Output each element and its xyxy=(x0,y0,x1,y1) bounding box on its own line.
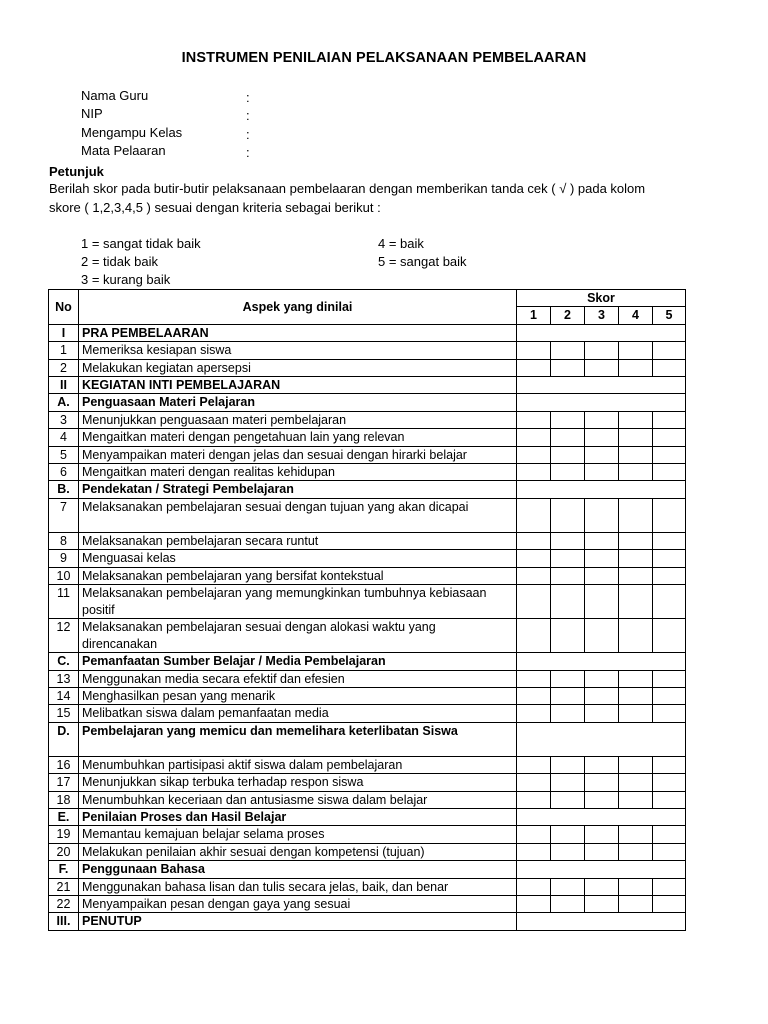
score-cell-2[interactable] xyxy=(551,756,585,773)
table-row xyxy=(49,670,686,687)
score-cell-5[interactable] xyxy=(653,429,686,446)
section-row xyxy=(49,324,686,341)
score-cell-1[interactable] xyxy=(517,411,551,428)
row-aspect-text: Penguasaan Materi Pelajaran xyxy=(79,394,517,411)
field-label-kelas: Mengampu Kelas xyxy=(81,125,183,140)
row-aspect-text: Melaksanakan pembelajaran sesuai dengan alokasi waktu yang direncanakan xyxy=(79,619,517,653)
score-cell-2[interactable] xyxy=(551,411,585,428)
row-number: 14 xyxy=(49,687,79,704)
score-cell-2[interactable] xyxy=(551,670,585,687)
score-cell-2[interactable] xyxy=(551,585,585,619)
score-cell-3[interactable] xyxy=(585,878,619,895)
row-number: 17 xyxy=(49,774,79,791)
score-cell-3[interactable] xyxy=(585,532,619,549)
criteria-5: 5 = sangat baik xyxy=(378,254,467,269)
row-aspect-text: Pendekatan / Strategi Pembelajaran xyxy=(79,481,517,498)
score-cell-3[interactable] xyxy=(585,756,619,773)
score-cell-4[interactable] xyxy=(619,532,653,549)
score-cell-3[interactable] xyxy=(585,550,619,567)
score-cell-2[interactable] xyxy=(551,895,585,912)
score-cell-2[interactable] xyxy=(551,687,585,704)
row-number: 5 xyxy=(49,446,79,463)
row-aspect-text: Mengaitkan materi dengan pengetahuan lain yang relevan xyxy=(79,429,517,446)
header-skor: Skor xyxy=(517,290,686,307)
header-aspek: Aspek yang dinilai xyxy=(79,290,517,325)
row-aspect-text: Memantau kemajuan belajar selama proses xyxy=(79,826,517,843)
row-number: 21 xyxy=(49,878,79,895)
row-aspect-text: Melaksanakan pembelajaran sesuai dengan tujuan yang akan dicapai xyxy=(79,498,517,532)
section-row xyxy=(49,722,686,756)
score-cell-3[interactable] xyxy=(585,895,619,912)
document-title: INSTRUMEN PENILAIAN PELAKSANAAN PEMBELAARAN xyxy=(181,50,587,66)
score-cell-1[interactable] xyxy=(517,498,551,532)
row-aspect-text: Penggunaan Bahasa xyxy=(79,861,517,878)
row-number: 16 xyxy=(49,756,79,773)
score-cell-4[interactable] xyxy=(619,464,653,481)
score-cell-3[interactable] xyxy=(585,446,619,463)
section-score-span xyxy=(517,394,686,411)
row-aspect-text: PENUTUP xyxy=(79,913,517,930)
row-number: 2 xyxy=(49,359,79,376)
row-aspect-text: Pembelajaran yang memicu dan memelihara keterlibatan Siswa xyxy=(79,722,517,756)
score-cell-2[interactable] xyxy=(551,619,585,653)
section-row xyxy=(49,808,686,825)
score-cell-4[interactable] xyxy=(619,843,653,860)
score-cell-5[interactable] xyxy=(653,878,686,895)
score-cell-5[interactable] xyxy=(653,359,686,376)
score-cell-1[interactable] xyxy=(517,550,551,567)
row-aspect-text: Menghasilkan pesan yang menarik xyxy=(79,687,517,704)
row-aspect-text: Memeriksa kesiapan siswa xyxy=(79,342,517,359)
row-number: 1 xyxy=(49,342,79,359)
score-cell-4[interactable] xyxy=(619,446,653,463)
table-row xyxy=(49,498,686,532)
score-cell-1[interactable] xyxy=(517,687,551,704)
score-cell-5[interactable] xyxy=(653,464,686,481)
table-row xyxy=(49,342,686,359)
score-cell-4[interactable] xyxy=(619,567,653,584)
score-cell-4[interactable] xyxy=(619,826,653,843)
section-row xyxy=(49,913,686,930)
criteria-4: 4 = baik xyxy=(378,236,424,251)
score-cell-2[interactable] xyxy=(551,774,585,791)
row-number: 7 xyxy=(49,498,79,532)
score-cell-2[interactable] xyxy=(551,705,585,722)
section-score-span xyxy=(517,653,686,670)
score-cell-1[interactable] xyxy=(517,756,551,773)
score-cell-5[interactable] xyxy=(653,670,686,687)
score-cell-5[interactable] xyxy=(653,342,686,359)
score-cell-4[interactable] xyxy=(619,687,653,704)
score-cell-4[interactable] xyxy=(619,791,653,808)
table-row xyxy=(49,446,686,463)
score-cell-2[interactable] xyxy=(551,567,585,584)
row-number: 12 xyxy=(49,619,79,653)
table-row xyxy=(49,791,686,808)
score-cell-3[interactable] xyxy=(585,359,619,376)
score-cell-5[interactable] xyxy=(653,550,686,567)
table-row xyxy=(49,585,686,619)
score-cell-3[interactable] xyxy=(585,567,619,584)
row-number: 19 xyxy=(49,826,79,843)
score-cell-3[interactable] xyxy=(585,464,619,481)
score-cell-1[interactable] xyxy=(517,843,551,860)
table-row xyxy=(49,687,686,704)
row-number: III. xyxy=(49,913,79,930)
row-aspect-text: Menunjukkan sikap terbuka terhadap respon siswa xyxy=(79,774,517,791)
row-number: A. xyxy=(49,394,79,411)
row-number: 11 xyxy=(49,585,79,619)
row-aspect-text: PRA PEMBELAARAN xyxy=(79,324,517,341)
score-cell-5[interactable] xyxy=(653,895,686,912)
row-number: 10 xyxy=(49,567,79,584)
score-cell-3[interactable] xyxy=(585,791,619,808)
table-row xyxy=(49,550,686,567)
score-cell-4[interactable] xyxy=(619,359,653,376)
row-number: 6 xyxy=(49,464,79,481)
score-col-1: 1 xyxy=(517,307,551,324)
row-number: I xyxy=(49,324,79,341)
score-cell-1[interactable] xyxy=(517,705,551,722)
score-cell-1[interactable] xyxy=(517,342,551,359)
row-aspect-text: Melakukan penilaian akhir sesuai dengan kompetensi (tujuan) xyxy=(79,843,517,860)
score-cell-5[interactable] xyxy=(653,826,686,843)
score-cell-3[interactable] xyxy=(585,774,619,791)
score-cell-3[interactable] xyxy=(585,826,619,843)
row-aspect-text: Menyampaikan materi dengan jelas dan sesuai dengan hirarki belajar xyxy=(79,446,517,463)
table-row xyxy=(49,878,686,895)
row-number: 3 xyxy=(49,411,79,428)
row-aspect-text: Penilaian Proses dan Hasil Belajar xyxy=(79,808,517,825)
score-cell-1[interactable] xyxy=(517,464,551,481)
section-row xyxy=(49,394,686,411)
section-row xyxy=(49,377,686,394)
score-cell-1[interactable] xyxy=(517,446,551,463)
row-aspect-text: Melaksanakan pembelajaran yang bersifat kontekstual xyxy=(79,567,517,584)
score-cell-1[interactable] xyxy=(517,878,551,895)
score-cell-2[interactable] xyxy=(551,464,585,481)
score-cell-3[interactable] xyxy=(585,411,619,428)
row-aspect-text: Menyampaikan pesan dengan gaya yang sesuai xyxy=(79,895,517,912)
row-number: F. xyxy=(49,861,79,878)
score-cell-1[interactable] xyxy=(517,619,551,653)
score-col-2: 2 xyxy=(551,307,585,324)
row-aspect-text: Melaksanakan pembelajaran secara runtut xyxy=(79,532,517,549)
section-score-span xyxy=(517,481,686,498)
row-aspect-text: Melakukan kegiatan apersepsi xyxy=(79,359,517,376)
row-aspect-text: Menumbuhkan keceriaan dan antusiasme siswa dalam belajar xyxy=(79,791,517,808)
score-cell-2[interactable] xyxy=(551,826,585,843)
score-col-3: 3 xyxy=(585,307,619,324)
score-cell-1[interactable] xyxy=(517,567,551,584)
score-cell-3[interactable] xyxy=(585,498,619,532)
row-number: 18 xyxy=(49,791,79,808)
section-row xyxy=(49,481,686,498)
table-row xyxy=(49,705,686,722)
row-aspect-text: Melibatkan siswa dalam pemanfaatan media xyxy=(79,705,517,722)
petunjuk-line-2: skore ( 1,2,3,4,5 ) sesuai dengan kriteria sebagai berikut : xyxy=(49,200,381,215)
section-score-span xyxy=(517,324,686,341)
score-cell-5[interactable] xyxy=(653,446,686,463)
field-label-mata-pelajaran: Mata Pelaaran xyxy=(81,143,166,158)
score-cell-2[interactable] xyxy=(551,550,585,567)
score-col-5: 5 xyxy=(653,307,686,324)
score-cell-2[interactable] xyxy=(551,843,585,860)
row-aspect-text: Menunjukkan penguasaan materi pembelajaran xyxy=(79,411,517,428)
score-cell-1[interactable] xyxy=(517,429,551,446)
table-row xyxy=(49,429,686,446)
score-cell-4[interactable] xyxy=(619,878,653,895)
score-cell-4[interactable] xyxy=(619,670,653,687)
criteria-2: 2 = tidak baik xyxy=(81,254,158,269)
table-row xyxy=(49,774,686,791)
score-cell-5[interactable] xyxy=(653,843,686,860)
section-row xyxy=(49,653,686,670)
score-cell-2[interactable] xyxy=(551,359,585,376)
score-cell-4[interactable] xyxy=(619,619,653,653)
row-number: E. xyxy=(49,808,79,825)
row-aspect-text: KEGIATAN INTI PEMBELAJARAN xyxy=(79,377,517,394)
score-cell-4[interactable] xyxy=(619,342,653,359)
score-cell-4[interactable] xyxy=(619,756,653,773)
row-number: C. xyxy=(49,653,79,670)
score-cell-5[interactable] xyxy=(653,498,686,532)
score-col-4: 4 xyxy=(619,307,653,324)
score-cell-1[interactable] xyxy=(517,359,551,376)
score-cell-4[interactable] xyxy=(619,411,653,428)
score-cell-2[interactable] xyxy=(551,498,585,532)
row-aspect-text: Melaksanakan pembelajaran yang memungkinkan tumbuhnya kebiasaan positif xyxy=(79,585,517,619)
score-cell-5[interactable] xyxy=(653,687,686,704)
row-aspect-text: Mengaitkan materi dengan realitas kehidupan xyxy=(79,464,517,481)
score-cell-3[interactable] xyxy=(585,687,619,704)
table-row xyxy=(49,895,686,912)
section-score-span xyxy=(517,377,686,394)
score-cell-1[interactable] xyxy=(517,774,551,791)
section-score-span xyxy=(517,722,686,756)
table-row xyxy=(49,843,686,860)
score-cell-5[interactable] xyxy=(653,619,686,653)
score-cell-2[interactable] xyxy=(551,429,585,446)
row-number: 13 xyxy=(49,670,79,687)
row-aspect-text: Menguasai kelas xyxy=(79,550,517,567)
score-cell-3[interactable] xyxy=(585,429,619,446)
score-cell-4[interactable] xyxy=(619,498,653,532)
table-row xyxy=(49,756,686,773)
field-colon: : xyxy=(246,145,250,160)
table-row xyxy=(49,567,686,584)
petunjuk-line-1: Berilah skor pada butir-butir pelaksanaan pembelaaran dengan memberikan tanda cek ( √ ) pada kolom xyxy=(49,181,646,196)
score-cell-4[interactable] xyxy=(619,895,653,912)
header-no: No xyxy=(49,290,79,325)
score-cell-2[interactable] xyxy=(551,446,585,463)
score-cell-5[interactable] xyxy=(653,585,686,619)
row-number: 4 xyxy=(49,429,79,446)
row-number: 15 xyxy=(49,705,79,722)
table-row xyxy=(49,532,686,549)
score-cell-3[interactable] xyxy=(585,619,619,653)
score-cell-3[interactable] xyxy=(585,705,619,722)
score-cell-1[interactable] xyxy=(517,895,551,912)
score-cell-1[interactable] xyxy=(517,585,551,619)
section-score-span xyxy=(517,913,686,930)
row-number: II xyxy=(49,377,79,394)
table-header-row xyxy=(49,290,686,307)
score-cell-5[interactable] xyxy=(653,705,686,722)
score-cell-3[interactable] xyxy=(585,843,619,860)
score-cell-4[interactable] xyxy=(619,429,653,446)
score-cell-2[interactable] xyxy=(551,878,585,895)
criteria-1: 1 = sangat tidak baik xyxy=(81,236,201,251)
score-cell-1[interactable] xyxy=(517,532,551,549)
row-number: B. xyxy=(49,481,79,498)
row-number: 22 xyxy=(49,895,79,912)
table-row xyxy=(49,411,686,428)
score-cell-3[interactable] xyxy=(585,585,619,619)
score-cell-5[interactable] xyxy=(653,411,686,428)
assessment-table xyxy=(48,289,686,931)
score-cell-5[interactable] xyxy=(653,774,686,791)
score-cell-2[interactable] xyxy=(551,342,585,359)
score-cell-1[interactable] xyxy=(517,826,551,843)
section-score-span xyxy=(517,861,686,878)
table-row xyxy=(49,826,686,843)
score-cell-5[interactable] xyxy=(653,532,686,549)
score-cell-4[interactable] xyxy=(619,585,653,619)
field-label-nama-guru: Nama Guru xyxy=(81,88,149,103)
table-row xyxy=(49,359,686,376)
section-score-span xyxy=(517,808,686,825)
table-row xyxy=(49,464,686,481)
row-aspect-text: Menggunakan media secara efektif dan efesien xyxy=(79,670,517,687)
score-cell-5[interactable] xyxy=(653,756,686,773)
score-cell-5[interactable] xyxy=(653,567,686,584)
criteria-3: 3 = kurang baik xyxy=(81,272,171,287)
section-row xyxy=(49,861,686,878)
row-aspect-text: Menggunakan bahasa lisan dan tulis secara jelas, baik, dan benar xyxy=(79,878,517,895)
row-aspect-text: Menumbuhkan partisipasi aktif siswa dalam pembelajaran xyxy=(79,756,517,773)
field-colon: : xyxy=(246,108,250,123)
score-cell-4[interactable] xyxy=(619,550,653,567)
field-colon: : xyxy=(246,90,250,105)
score-cell-3[interactable] xyxy=(585,342,619,359)
score-cell-1[interactable] xyxy=(517,791,551,808)
field-label-nip: NIP xyxy=(81,106,103,121)
score-cell-3[interactable] xyxy=(585,670,619,687)
score-cell-1[interactable] xyxy=(517,670,551,687)
row-aspect-text: Pemanfaatan Sumber Belajar / Media Pembelajaran xyxy=(79,653,517,670)
petunjuk-title: Petunjuk xyxy=(49,164,104,179)
field-colon: : xyxy=(246,127,250,142)
row-number: D. xyxy=(49,722,79,756)
row-number: 9 xyxy=(49,550,79,567)
score-cell-2[interactable] xyxy=(551,791,585,808)
row-number: 8 xyxy=(49,532,79,549)
score-cell-5[interactable] xyxy=(653,791,686,808)
score-cell-4[interactable] xyxy=(619,774,653,791)
score-cell-2[interactable] xyxy=(551,532,585,549)
row-number: 20 xyxy=(49,843,79,860)
score-cell-4[interactable] xyxy=(619,705,653,722)
table-row xyxy=(49,619,686,653)
